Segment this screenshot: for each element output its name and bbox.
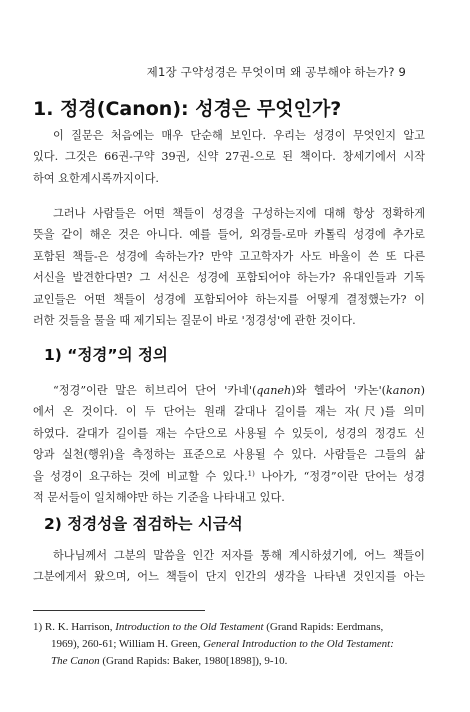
paragraph-line: [33, 466, 425, 487]
paragraph-intro: [33, 125, 425, 189]
italic-term-kanon: kanon: [386, 384, 421, 397]
subsection-heading-definition: 1) “정경”의 정의: [44, 346, 168, 364]
footnote-line: [33, 653, 433, 670]
text-run: )와 헬라어 '카논'(: [291, 384, 387, 397]
paragraph-line: 하였다. 갈대가 길이를 재는 수단으로 사용될 수 있듯이, 성경의 정경도 신: [33, 426, 425, 440]
paragraph-line: 하여 요한계시록까지이다.: [33, 171, 159, 185]
paragraph-line: 하나님께서 그분의 말씀을 인간 저자를 통해 계시하셨기에, 어느 책들이: [53, 549, 425, 562]
paragraph-line: 이 질문은 처음에는 매우 단순해 보인다. 우리는 성경이 무엇인지 알고: [53, 129, 425, 142]
footnote-number: 1): [33, 621, 43, 633]
paragraph-line: 에서 온 것이다. 이 두 단어는 원래 갈대나 길이를 재는 자(尺)를 의미: [33, 405, 425, 419]
paragraph-line: 뜻을 같이 해온 것은 아니다. 예를 들어, 외경들-로마 카톨릭 성경에 추가로: [33, 228, 425, 242]
running-header: 제1장 구약성경은 무엇이며 왜 공부해야 하는가? 9: [146, 65, 406, 79]
text-run: (Grand Rapids: Baker, 1980[1898]), 9-10.: [99, 655, 288, 667]
paragraph-line: 그분에게서 왔으며, 어느 책들이 단지 인간의 생각을 나타낸 것인지를 아는: [33, 570, 425, 584]
text-run: 1969), 260-61; William H. Green,: [51, 638, 204, 650]
paragraph-line: 러한 것들을 물을 때 제기되는 질문이 바로 '정경성'에 관한 것이다.: [33, 313, 356, 327]
text-run: (Grand Rapids: Eerdmans,: [263, 621, 384, 633]
paragraph-criteria: [33, 545, 425, 588]
paragraph-line: 교인들은 어떤 책들이 성경에 포함되어야 하는지를 어떻게 결정했는가? 이: [33, 292, 425, 306]
italic-term-qaneh: qaneh: [256, 384, 292, 397]
footnote: [33, 619, 433, 670]
paragraph-line: 포함된 책들-은 성경에 속하는가? 만약 고고학자가 사도 바울이 쓴 또 다른: [33, 249, 425, 263]
paragraph-definition: [33, 380, 425, 508]
text-run: “정경”이란 말은 히브리어 단어 '카네'(: [53, 384, 257, 397]
paragraph-line: 앙과 실천(행위)을 측정하는 표준으로 사용될 수 있다. 사람들은 그들의 삶: [33, 448, 425, 462]
paragraph-line: [33, 380, 425, 401]
text-run: 을 성경이 요구하는 것에 비교할 수 있다.: [33, 469, 248, 483]
text-run: R. K. Harrison,: [42, 621, 116, 633]
book-title: General Introduction to the Old Testament:: [203, 638, 394, 650]
book-title: Introduction to the Old Testament: [115, 621, 264, 633]
text-run: ): [420, 384, 425, 397]
section-heading-canon: 1. 정경(Canon): 성경은 무엇인가?: [33, 98, 342, 120]
book-title: The Canon: [51, 655, 100, 667]
paragraph-line: 적 문서들이 일치해야만 하는 기준을 나타내고 있다.: [33, 490, 285, 504]
subsection-heading-criteria: 2) 정경성을 점검하는 시금석: [44, 515, 243, 533]
paragraph-question: [33, 203, 425, 331]
footnote-line: [33, 636, 433, 653]
footnote-marker[interactable]: 1): [247, 469, 255, 478]
paragraph-line: 서신을 발견한다면? 그 서신은 성경에 포함되어야 하는가? 유대인들과 기독: [33, 271, 425, 285]
footnote-divider: [33, 610, 205, 611]
paragraph-line: 그러나 사람들은 어떤 책들이 성경을 구성하는지에 대해 항상 정확하게: [53, 207, 425, 220]
paragraph-line: 있다. 그것은 66권-구약 39권, 신약 27권-으로 된 책이다. 창세기에서 시작: [33, 150, 425, 164]
text-run: 나아가, “정경”이란 단어는 성경: [254, 469, 425, 483]
footnote-line: [33, 619, 433, 636]
